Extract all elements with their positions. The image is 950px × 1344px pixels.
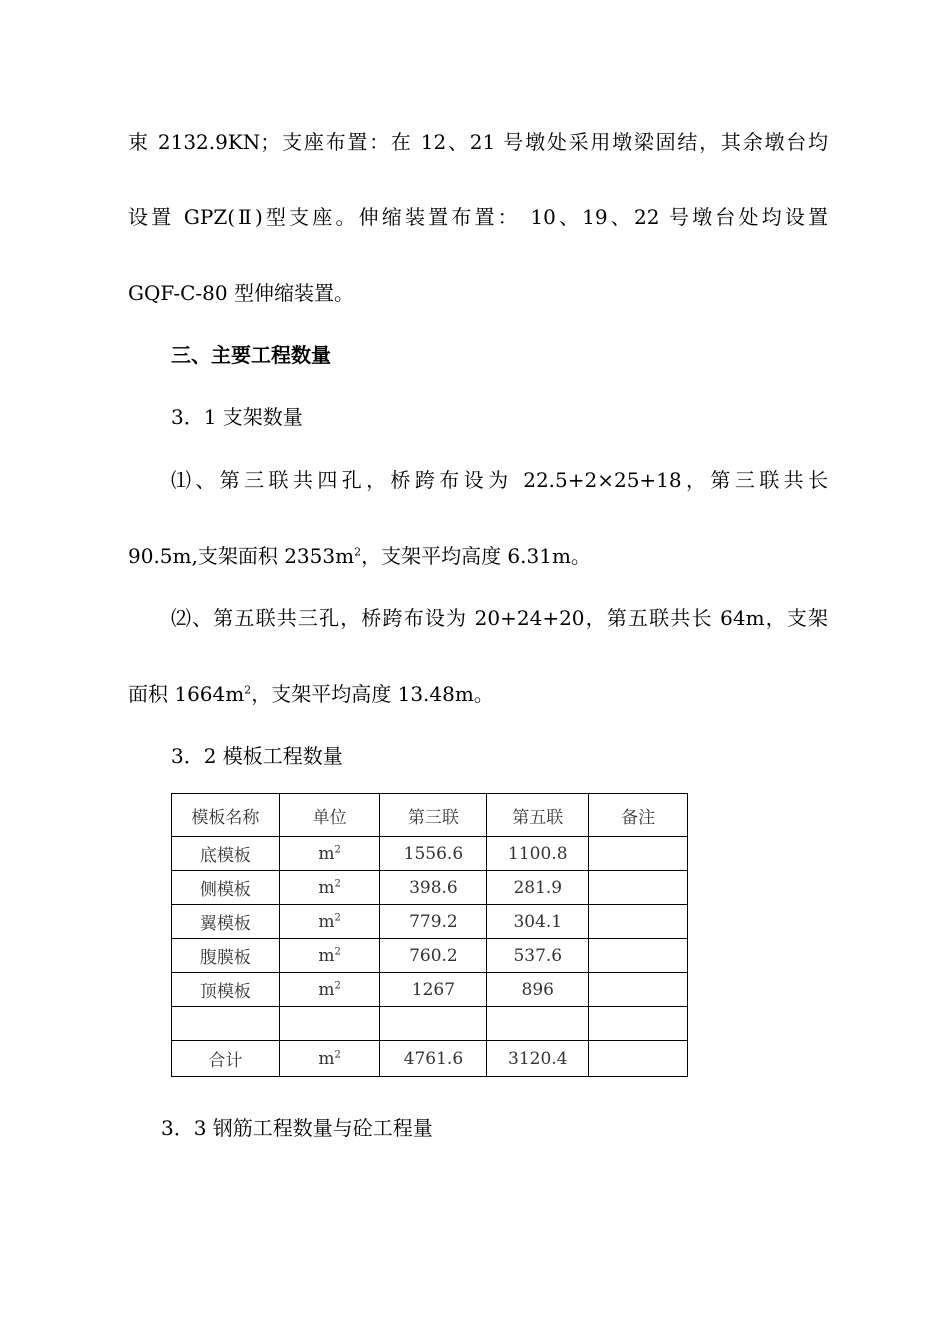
table-cell: 3120.4 (487, 1041, 589, 1077)
table-row (172, 871, 688, 905)
table-cell: $m^2$ (279, 837, 380, 871)
table-cell: 779.2 (380, 905, 487, 939)
table-row (172, 837, 688, 871)
table-cell (589, 939, 688, 973)
table-cell: 4761.6 (380, 1041, 487, 1077)
table-row (172, 939, 688, 973)
table-cell: 398.6 (380, 871, 487, 905)
table-cell: $m^2$ (279, 1041, 380, 1077)
table-cell (487, 1007, 589, 1041)
table-cell (279, 1007, 380, 1041)
table-header: 第五联 (487, 794, 589, 837)
superscript: 2 (354, 545, 362, 559)
table-cell (172, 1007, 280, 1041)
table-cell (589, 1041, 688, 1077)
table-cell: 304.1 (487, 905, 589, 939)
table-header: 模板名称 (172, 794, 280, 837)
subsection-heading: 3．1 支架数量 (171, 405, 303, 429)
table-header: 单位 (279, 794, 380, 837)
subsection-heading: 3．3 钢筋工程数量与砼工程量 (161, 1116, 433, 1140)
table-cell (589, 973, 688, 1007)
table-cell: 281.9 (487, 871, 589, 905)
paragraph-line: ⑵、第五联共三孔，桥跨布设为 20+24+20，第五联共长 64m，支架 (171, 606, 828, 630)
table-row (172, 905, 688, 939)
table-cell: $m^2$ (279, 871, 380, 905)
table-cell: 537.6 (487, 939, 589, 973)
table-cell: $m^2$ (279, 905, 380, 939)
paragraph-line: 面积 $1664m^2$，支架平均高度 13.48m。 (128, 682, 494, 706)
table-cell: 侧模板 (172, 871, 280, 905)
table-cell: 顶模板 (172, 973, 280, 1007)
table-header-row (172, 794, 688, 837)
subsection-heading: 3．2 模板工程数量 (171, 744, 343, 768)
table-cell (380, 1007, 487, 1041)
paragraph-line: 90.5m,支架面积 $2353m^2$，支架平均高度 6.31m。 (128, 544, 591, 568)
paragraph-line: ⑴、第三联共四孔，桥跨布设为 22.5+2×25+18，第三联共长 (171, 468, 828, 492)
table-cell: $m^2$ (279, 973, 380, 1007)
table-cell: 896 (487, 973, 589, 1007)
table-cell (589, 871, 688, 905)
table-cell: 翼模板 (172, 905, 280, 939)
paragraph-line: GQF-C-80 型伸缩装置。 (128, 281, 354, 305)
paragraph-line: 束 2132.9KN；支座布置：在 12、21 号墩处采用墩梁固结，其余墩台均 (128, 130, 828, 154)
paragraph-line: 设置 GPZ(Ⅱ)型支座。伸缩装置布置： 10、19、22 号墩台处均设置 (128, 205, 828, 229)
table-row (172, 973, 688, 1007)
section-heading: 三、主要工程数量 (171, 343, 331, 367)
table-cell: 合计 (172, 1041, 280, 1077)
table-cell (589, 837, 688, 871)
table-header: 备注 (589, 794, 688, 837)
table-row-empty (172, 1007, 688, 1041)
table-cell: 1100.8 (487, 837, 589, 871)
table-cell (589, 905, 688, 939)
formwork-table (171, 793, 688, 1077)
table-cell: $m^2$ (279, 939, 380, 973)
table-header: 第三联 (380, 794, 487, 837)
table-cell: 1556.6 (380, 837, 487, 871)
table-cell: 腹膜板 (172, 939, 280, 973)
table-cell (589, 1007, 688, 1041)
table-cell: 1267 (380, 973, 487, 1007)
table-cell: 760.2 (380, 939, 487, 973)
table-total-row (172, 1041, 688, 1077)
table-cell: 底模板 (172, 837, 280, 871)
superscript: 2 (244, 683, 252, 697)
